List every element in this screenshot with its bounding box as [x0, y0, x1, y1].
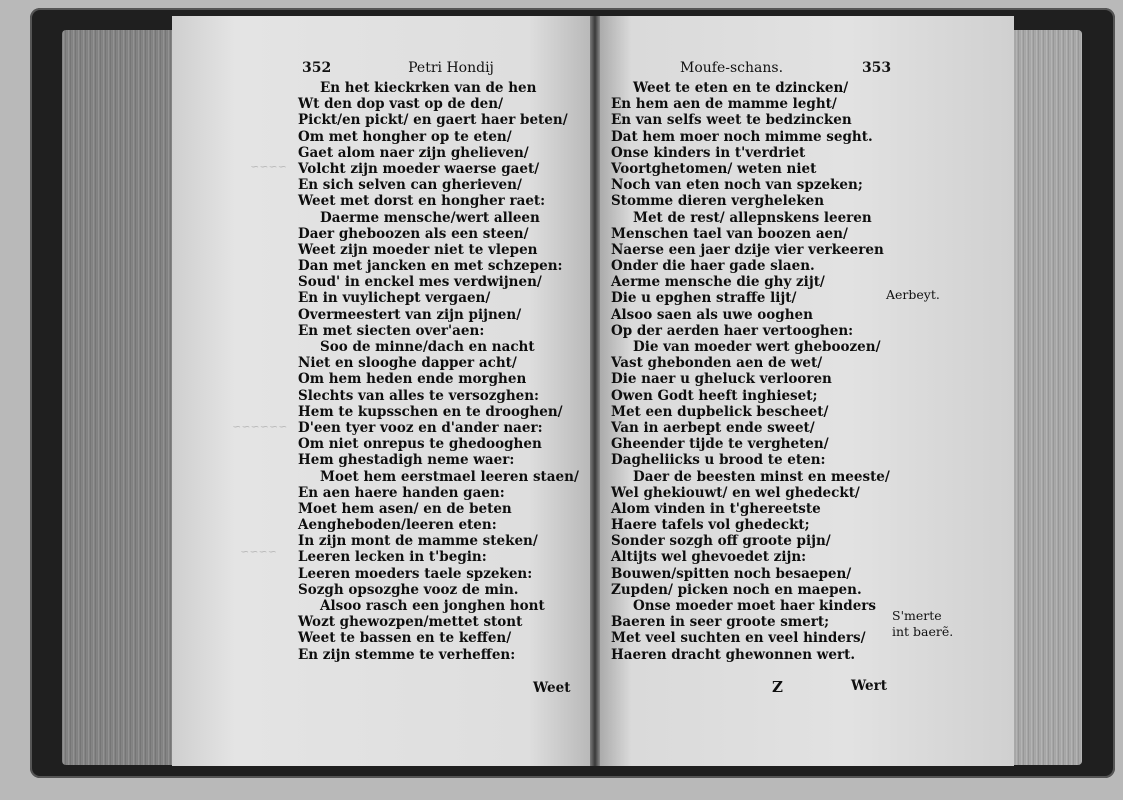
show-through-text: ~~~~ [240, 545, 277, 558]
verse-line: Met een dupbelick bescheet/ [611, 403, 829, 420]
verse-line: Dagheliicks u brood te eten: [611, 452, 826, 469]
verse-line: Met de rest/ allepnskens leeren [633, 209, 872, 226]
verse-line: En zijn stemme te verheffen: [298, 646, 516, 663]
verse-line: Vast ghebonden aen de wet/ [611, 355, 823, 372]
verse-line: Moet hem asen/ en de beten [298, 500, 512, 517]
verse-line: Daerme mensche/wert alleen [320, 209, 540, 226]
margin-note-smerte-line2: int baerẽ. [892, 624, 954, 639]
verse-line: En met siecten over'aen: [298, 322, 485, 339]
verse-line: Haere tafels vol ghedeckt; [611, 517, 810, 534]
verse-line: Soo de minne/dach en nacht [320, 339, 535, 355]
verse-line: Weet zijn moeder niet te vlepen [298, 241, 538, 258]
verse-line: Van in aerbept ende sweet/ [611, 419, 815, 436]
right-running-head: Moufe-schans. [680, 60, 784, 76]
verse-line: En in vuylichept vergaen/ [298, 290, 491, 307]
verse-line: Op der aerden haer vertooghen: [611, 322, 854, 339]
left-running-head: Petri Hondij [408, 60, 494, 76]
verse-line: Hem ghestadigh neme waer: [298, 452, 515, 469]
verse-line: Zupden/ picken noch en maepen. [611, 581, 862, 598]
verse-line: Alsoo rasch een jonghen hont [320, 598, 545, 614]
verse-line: Daer gheboozen als een steen/ [298, 225, 529, 242]
verse-line: En het kieckrken van de hen [320, 80, 537, 96]
verse-line: En sich selven can gherieven/ [298, 177, 522, 194]
verse-line: Weet met dorst en hongher raet: [298, 193, 546, 210]
right-page-header [680, 60, 891, 76]
verse-line: Alsoo saen als uwe ooghen [611, 306, 813, 323]
margin-note-smerte [892, 608, 953, 640]
verse-line: Onse moeder moet haer kinders [633, 598, 876, 614]
verse-line: En van selfs weet te bedzincken [611, 112, 852, 129]
verse-line: Daer de beesten minst en meeste/ [633, 468, 890, 485]
verse-line: Sozgh opsozghe vooz de min. [298, 581, 519, 598]
margin-note-aerbeyt: Aerbeyt. [886, 287, 940, 302]
verse-line: In zijn mont de mamme steken/ [298, 533, 538, 550]
verse-line: Dat hem moer noch mimme seght. [611, 128, 873, 145]
verse-line: Noch van eten noch van spzeken; [611, 177, 863, 194]
verse-line: Leeren lecken in t'begin: [298, 549, 487, 566]
verse-line: Altijts wel ghevoedet zijn: [611, 549, 807, 566]
verse-line: Hem te kupsschen en te drooghen/ [298, 403, 563, 420]
left-page-header [302, 60, 494, 76]
left-page-number: 352 [302, 60, 332, 76]
verse-line: Om hem heden ende morghen [298, 371, 527, 388]
show-through-text: ~~~~~~ [232, 420, 288, 433]
left-catchword: Weet [533, 680, 571, 696]
book-gutter [590, 16, 600, 766]
verse-line: Onse kinders in t'verdriet [611, 144, 806, 161]
verse-line: Gheender tijde te vergheten/ [611, 436, 829, 453]
verse-line: Dan met jancken en met schzepen: [298, 258, 563, 275]
verse-line: En aen haere handen gaen: [298, 484, 505, 501]
signature-mark: Z [772, 678, 783, 696]
verse-line: Alom vinden in t'ghereetste [611, 500, 821, 517]
verse-line: Voortghetomen/ weten niet [611, 160, 817, 177]
verse-line: Om met hongher op te eten/ [298, 128, 512, 145]
verse-line: Weet te bassen en te keffen/ [298, 630, 512, 647]
right-page-edges [1010, 30, 1082, 765]
verse-line: Owen Godt heeft inghieset; [611, 387, 818, 404]
left-page-edges [62, 30, 174, 765]
verse-line: Moet hem eerstmael leeren staen/ [320, 468, 579, 485]
verse-line: Wozt ghewozpen/mettet stont [298, 614, 523, 631]
verse-line: Weet te eten en te dzincken/ [633, 80, 849, 96]
margin-note-smerte-line1: S'merte [892, 608, 942, 623]
verse-line: Bouwen/spitten noch besaepen/ [611, 565, 852, 582]
verse-line: Haeren dracht ghewonnen wert. [611, 646, 856, 663]
verse-line: Naerse een jaer dzije vier verkeeren [611, 241, 884, 258]
verse-line: Wel ghekiouwt/ en wel ghedeckt/ [611, 484, 860, 501]
verse-line: Slechts van alles te versozghen: [298, 387, 540, 404]
verse-line: D'een tyer vooz en d'ander naer: [298, 419, 543, 436]
verse-line: Pickt/en pickt/ en gaert haer beten/ [298, 112, 568, 129]
left-page-text [298, 80, 579, 663]
verse-line: Die naer u gheluck verlooren [611, 371, 832, 388]
right-page-text [611, 80, 890, 663]
verse-line: Stomme dieren vergheleken [611, 193, 825, 210]
verse-line: Aengheboden/leeren eten: [298, 517, 497, 534]
verse-line: Niet en slooghe dapper acht/ [298, 355, 517, 372]
verse-line: Soud' in enckel mes verdwijnen/ [298, 274, 542, 291]
right-page-number: 353 [861, 60, 892, 76]
show-through-text: ~~~~ [250, 160, 287, 173]
verse-line: Die van moeder wert gheboozen/ [633, 339, 881, 355]
verse-line: En hem aen de mamme leght/ [611, 96, 837, 113]
right-catchword: Wert [851, 678, 887, 694]
verse-line: Baeren in seer groote smert; [611, 614, 830, 631]
verse-line: Wt den dop vast op de den/ [298, 96, 503, 113]
verse-line: Leeren moeders taele spzeken: [298, 565, 533, 582]
verse-line: Om niet onrepus te ghedooghen [298, 436, 542, 453]
verse-line: Met veel suchten en veel hinders/ [611, 630, 866, 647]
verse-line: Onder die haer gade slaen. [611, 258, 815, 275]
verse-line: Gaet alom naer zijn ghelieven/ [298, 144, 529, 161]
verse-line: Die u epghen straffe lijt/ [611, 290, 797, 307]
verse-line: Volcht zijn moeder waerse gaet/ [298, 160, 540, 177]
verse-line: Sonder sozgh off groote pijn/ [611, 533, 831, 550]
verse-line: Overmeestert van zijn pijnen/ [298, 306, 522, 323]
verse-line: Menschen tael van boozen aen/ [611, 225, 848, 242]
verse-line: Aerme mensche die ghy zijt/ [611, 274, 825, 291]
